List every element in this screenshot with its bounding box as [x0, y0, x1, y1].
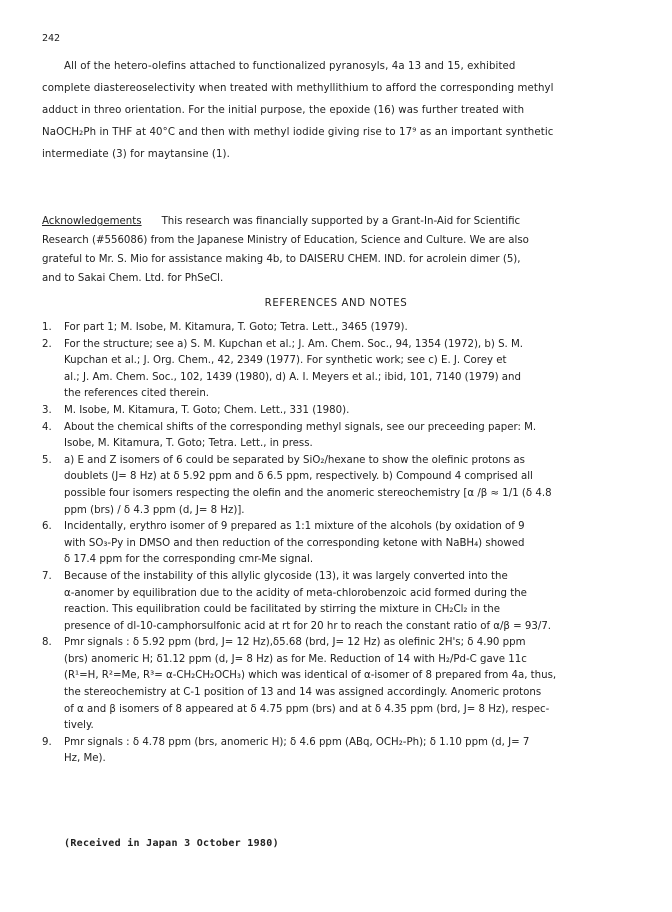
reference-line: About the chemical shifts of the corresponding methyl signals, see our preceeding paper: M. [64, 421, 537, 433]
reference-line: al.; J. Am. Chem. Soc., 102, 1439 (1980), d) A. I. Meyers et al.; ibid, 101, 7140 (1979) and [64, 371, 521, 383]
reference-line: For part 1; M. Isobe, M. Kitamura, T. Goto; Tetra. Lett., 3465 (1979). [64, 322, 408, 333]
reference-line: a) E and Z isomers of 6 could be separated by SiO₂/hexane to show the olefinic protons as [64, 454, 525, 466]
acknowledgement-line: Research (#556086) from the Japanese Ministry of Education, Science and Culture. We are also [42, 235, 529, 246]
intro-line: adduct in threo orientation. For the initial purpose, the epoxide (16) was further treated with [42, 105, 525, 116]
intro-line: intermediate (3) for maytansine (1). [42, 149, 230, 160]
reference-item [42, 320, 642, 337]
reference-line: Pmr signals : δ 4.78 ppm (brs, anomeric H); δ 4.6 ppm (ABq, OCH₂-Ph); δ 1.10 ppm (d, J= 7 [64, 736, 530, 748]
reference-number: 9. [42, 736, 52, 748]
reference-line: possible four isomers respecting the olefin and the anomeric stereochemistry [α /β ≈ 1/1 (δ 4.8 [64, 487, 552, 499]
reference-line: the references cited therein. [64, 388, 210, 400]
reference-line: doublets (J= 8 Hz) at δ 5.92 ppm and δ 6.5 ppm, respectively. b) Compound 4 comprised all [64, 471, 533, 483]
reference-line: Isobe, M. Kitamura, T. Goto; Tetra. Lett., in press. [64, 438, 313, 450]
references-heading: REFERENCES AND NOTES [264, 298, 408, 309]
reference-line: the stereochemistry at C-1 position of 13 and 14 was assigned accordingly. Anomeric protons [64, 687, 542, 699]
reference-number: 1. [42, 322, 52, 333]
reference-line: of α and β isomers of 8 appeared at δ 4.75 ppm (brs) and at δ 4.35 ppm (brd, J= 8 Hz), respec- [64, 703, 550, 715]
reference-number: 4. [42, 421, 52, 433]
received-date: (Received in Japan 3 October 1980) [64, 838, 279, 849]
reference-item [42, 337, 642, 403]
reference-number: 7. [42, 570, 52, 582]
reference-line: For the structure; see a) S. M. Kupchan et al.; J. Am. Chem. Soc., 94, 1354 (1972), b) S. M. [64, 338, 524, 350]
acknowledgement-first-line [42, 212, 642, 231]
acknowledgement-paragraph [42, 212, 642, 288]
intro-paragraph [42, 56, 642, 166]
reference-line: Because of the instability of this allylic glycoside (13), it was largely converted into the [64, 570, 508, 582]
reference-number: 8. [42, 637, 52, 649]
acknowledgement-line: This research was financially supported by a Grant-In-Aid for Scientific [161, 216, 521, 227]
reference-line: Pmr signals : δ 5.92 ppm (brd, J= 12 Hz),δ5.68 (brd, J= 12 Hz) as olefinic 2H's; δ 4.90 ppm [64, 637, 526, 649]
reference-number: 3. [42, 404, 52, 416]
references-list [42, 320, 642, 768]
reference-item [42, 420, 642, 453]
reference-line: Incidentally, erythro isomer of 9 prepared as 1:1 mixture of the alcohols (by oxidation of 9 [64, 521, 525, 533]
page-number: 242 [42, 33, 61, 44]
reference-line: with SO₃-Py in DMSO and then reduction of the corresponding ketone with NaBH₄) showed [64, 537, 525, 549]
intro-line: All of the hetero-olefins attached to functionalized pyranosyls, 4a 13 and 15, exhibited [64, 61, 516, 72]
reference-item [42, 635, 642, 735]
reference-item [42, 735, 642, 768]
reference-line: presence of dl-10-camphorsulfonic acid at rt for 20 hr to reach the constant ratio of α/β = 93/7. [64, 620, 552, 632]
reference-item [42, 403, 642, 420]
reference-line: ppm (brs) / δ 4.3 ppm (d, J= 8 Hz)]. [64, 504, 245, 516]
reference-number: 5. [42, 454, 52, 466]
reference-item [42, 453, 642, 519]
reference-line: reaction. This equilibration could be facilitated by stirring the mixture in CH₂Cl₂ in the [64, 604, 500, 616]
reference-line: (brs) anomeric H; δ1.12 ppm (d, J= 8 Hz) as for Me. Reduction of 14 with H₂/Pd-C gave 11c [64, 653, 527, 665]
acknowledgement-line: and to Sakai Chem. Ltd. for PhSeCl. [42, 273, 224, 284]
reference-line: M. Isobe, M. Kitamura, T. Goto; Chem. Lett., 331 (1980). [64, 404, 350, 416]
reference-line: (R¹=H, R²=Me, R³= α-CH₂CH₂OCH₃) which was identical of α-isomer of 8 prepared from 4a, thus, [64, 670, 557, 682]
acknowledgement-line: grateful to Mr. S. Mio for assistance making 4b, to DAISERU CHEM. IND. for acrolein dimer (5), [42, 254, 521, 265]
reference-item [42, 569, 642, 635]
reference-line: α-anomer by equilibration due to the acidity of meta-chlorobenzoic acid formed during the [64, 587, 527, 599]
reference-line: tively. [64, 720, 94, 732]
reference-item [42, 519, 642, 569]
reference-line: Hz, Me). [64, 753, 106, 765]
reference-number: 2. [42, 338, 52, 350]
acknowledgement-heading: Acknowledgements [42, 216, 142, 227]
intro-line: NaOCH₂Ph in THF at 40°C and then with methyl iodide giving rise to 17⁹ as an important synthetic [42, 127, 554, 138]
reference-line: δ 17.4 ppm for the corresponding cmr-Me signal. [64, 554, 314, 566]
intro-line: complete diastereoselectivity when treated with methyllithium to afford the corresponding methyl [42, 83, 554, 94]
reference-line: Kupchan et al.; J. Org. Chem., 42, 2349 (1977). For synthetic work; see c) E. J. Corey et [64, 355, 507, 367]
reference-number: 6. [42, 521, 52, 533]
